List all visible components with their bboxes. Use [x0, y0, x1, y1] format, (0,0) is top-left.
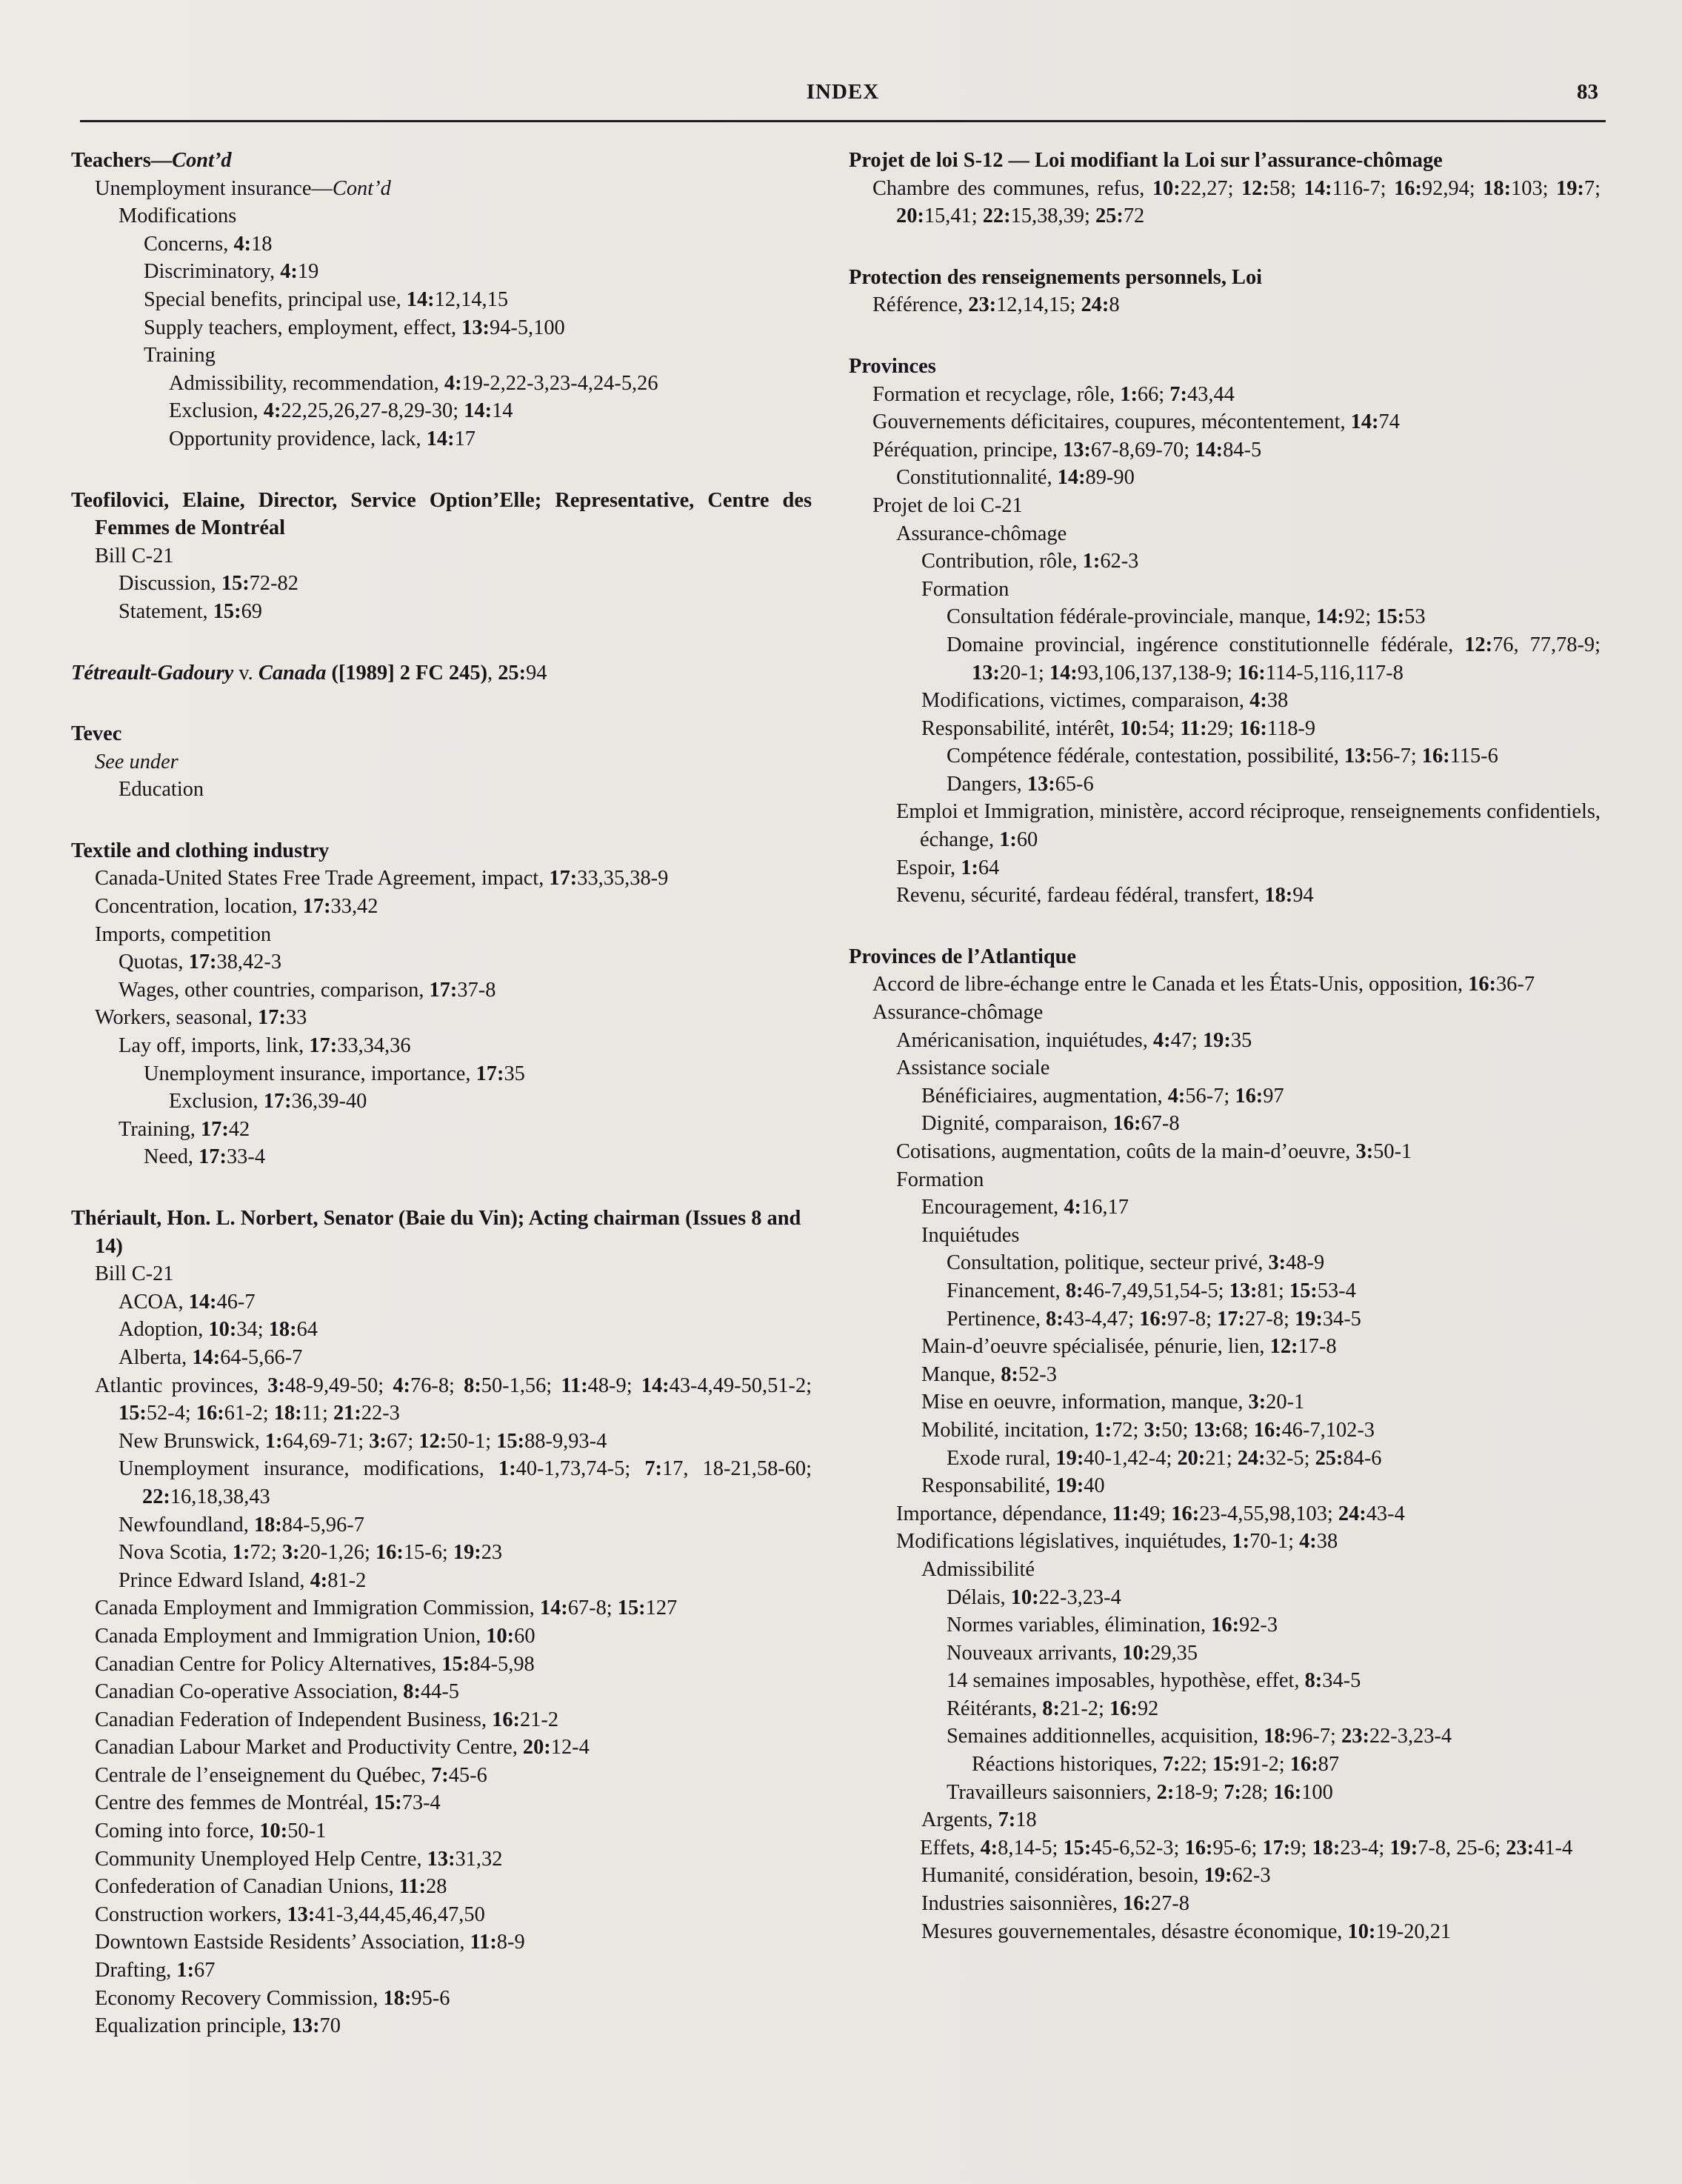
index-subentry: Réitérants, 8:21-2; 16:92 [947, 1697, 1159, 1720]
index-subentry: Mobilité, incitation, 1:72; 3:50; 13:68; 16:46-7,102-3 [921, 1418, 1375, 1442]
index-subentry: Importance, dépendance, 11:49; 16:23-4,55,98,103; 24:43-4 [896, 1502, 1405, 1525]
index-subentry: Canada Employment and Immigration Commission, 14:67-8; 15:127 [95, 1597, 678, 1620]
index-subentry: Formation [921, 577, 1009, 601]
index-subentry: Adoption, 10:34; 18:64 [119, 1318, 318, 1342]
index-subentry: Centrale de l’enseignement du Québec, 7:45-6 [95, 1763, 487, 1787]
index-subentry: Consultation, politique, secteur privé, 3:48-9 [947, 1251, 1325, 1275]
index-subentry: Exclusion, 4:22,25,26,27-8,29-30; 14:14 [169, 399, 513, 423]
index-subentry: Canada-United States Free Trade Agreement, impact, 17:33,35,38-9 [95, 867, 669, 890]
index-subentry: Prince Edward Island, 4:81-2 [119, 1568, 367, 1592]
index-heading: Textile and clothing industry [71, 839, 330, 862]
index-subentry: Economy Recovery Commission, 18:95-6 [95, 1986, 450, 2010]
index-subentry: Concerns, 4:18 [144, 232, 273, 256]
page-number: 83 [1577, 80, 1598, 104]
index-subentry: Revenu, sécurité, fardeau fédéral, transfert, 18:94 [896, 884, 1314, 908]
index-subentry: Compétence fédérale, contestation, possibilité, 13:56-7; 16:115-6 [947, 745, 1498, 768]
index-subentry: Lay off, imports, link, 17:33,34,36 [119, 1034, 411, 1058]
index-subentry: Equalization principle, 13:70 [95, 2014, 341, 2038]
index-subentry: Nouveaux arrivants, 10:29,35 [947, 1641, 1198, 1665]
page-title: INDEX [806, 80, 880, 104]
index-subentry: Dignité, comparaison, 16:67-8 [921, 1112, 1180, 1136]
index-subentry: Mesures gouvernementales, désastre économique, 10:19-20,21 [921, 1920, 1452, 1943]
index-subentry: Consultation fédérale-provinciale, manque, 14:92; 15:53 [947, 605, 1426, 629]
index-subentry: Nova Scotia, 1:72; 3:20-1,26; 16:15-6; 19:23 [119, 1541, 503, 1565]
index-subentry: Assurance-chômage [872, 1001, 1044, 1025]
index-subentry: Contribution, rôle, 1:62-3 [921, 550, 1139, 573]
index-subentry: Statement, 15:69 [119, 599, 262, 623]
index-subentry: Domaine provincial, ingérence constitutionnelle fédérale, 12:76, 77,78-9; 13:20-1; 14:93,106,137,138-9; 16:114-5,116,117-8 [947, 633, 1601, 685]
index-subentry: Unemployment insurance, modifications, 1:40-1,73,74-5; 7:17, 18-21,58-60; 22:16,18,38,43 [119, 1457, 812, 1508]
index-heading: Projet de loi S-12 — Loi modifiant la Loi sur l’assurance-chômage [849, 149, 1443, 172]
index-subentry: Admissibilité [921, 1557, 1035, 1581]
index-subentry: New Brunswick, 1:64,69-71; 3:67; 12:50-1; 15:88-9,93-4 [119, 1429, 607, 1453]
index-subentry: Péréquation, principe, 13:67-8,69-70; 14:84-5 [872, 438, 1262, 462]
index-subentry: Concentration, location, 17:33,42 [95, 895, 378, 919]
index-subentry: Unemployment insurance—Cont’d [95, 176, 391, 200]
index-subentry: Modifications, victimes, comparaison, 4:38 [921, 689, 1289, 713]
index-subentry: Assistance sociale [896, 1056, 1050, 1080]
index-heading: Thériault, Hon. L. Norbert, Senator (Baie du Vin); Acting chairman (Issues 8 and 14) [71, 1207, 801, 1258]
index-subentry: Education [119, 778, 204, 802]
index-subentry: Training [144, 344, 216, 367]
index-subentry: Effets, 4:8,14-5; 15:45-6,52-3; 16:95-6; 17:9; 18:23-4; 19:7-8, 25-6; 23:41-4 [920, 1836, 1573, 1860]
index-heading: Teachers—Cont’d [71, 149, 232, 172]
index-subentry: Réactions historiques, 7:22; 15:91-2; 16:87 [972, 1753, 1340, 1777]
index-subentry: Quotas, 17:38,42-3 [119, 950, 282, 974]
index-subentry: Référence, 23:12,14,15; 24:8 [872, 293, 1120, 317]
index-subentry: Special benefits, principal use, 14:12,14,15 [144, 287, 509, 311]
index-subentry: Canadian Centre for Policy Alternatives, 15:84-5,98 [95, 1652, 535, 1676]
index-subentry: Inquiétudes [921, 1223, 1020, 1247]
index-subentry: Responsabilité, intérêt, 10:54; 11:29; 16:118-9 [921, 716, 1316, 740]
index-subentry: Accord de libre-échange entre le Canada et les États-Unis, opposition, 16:36-7 [872, 973, 1535, 996]
index-subentry: Américanisation, inquiétudes, 4:47; 19:35 [896, 1028, 1252, 1052]
index-subentry: Cotisations, augmentation, coûts de la main-d’oeuvre, 3:50-1 [896, 1140, 1412, 1163]
index-subentry: Assurance-chômage [896, 522, 1067, 545]
index-subentry: Workers, seasonal, 17:33 [95, 1006, 307, 1030]
index-subentry: Modifications [119, 204, 237, 228]
index-subentry: 14 semaines imposables, hypothèse, effet, 8:34-5 [947, 1669, 1361, 1693]
index-subentry: Chambre des communes, refus, 10:22,27; 12:58; 14:116-7; 16:92,94; 18:103; 19:7; 20:15,41; 22:15,38,39; 25:72 [872, 176, 1601, 228]
index-subentry: Wages, other countries, comparison, 17:37-8 [119, 978, 496, 1002]
index-subentry: Emploi et Immigration, ministère, accord réciproque, renseignements confidentiels, échange, 1:60 [896, 800, 1601, 852]
index-subentry: Confederation of Canadian Unions, 11:28 [95, 1875, 447, 1899]
index-subentry: Mise en oeuvre, information, manque, 3:20-1 [921, 1391, 1305, 1414]
index-subentry: Humanité, considération, besoin, 19:62-3 [921, 1864, 1271, 1888]
index-subentry: Canadian Federation of Independent Business, 16:21-2 [95, 1708, 559, 1731]
index-subentry: Discussion, 15:72-82 [119, 572, 298, 596]
index-subentry: Tétreault-Gadoury v. Canada ([1989] 2 FC 245), 25:94 [71, 661, 547, 685]
index-subentry: Imports, competition [95, 922, 272, 946]
index-subentry: Downtown Eastside Residents’ Association, 11:8-9 [95, 1931, 525, 1954]
index-subentry: Canadian Labour Market and Productivity Centre, 20:12-4 [95, 1736, 590, 1759]
index-subentry: Centre des femmes de Montréal, 15:73-4 [95, 1791, 441, 1815]
entry-gap [849, 230, 1601, 264]
index-subentry: Semaines additionnelles, acquisition, 18:96-7; 23:22-3,23-4 [947, 1725, 1452, 1748]
index-subentry: Canadian Co-operative Association, 8:44-5 [95, 1680, 459, 1704]
entry-gap [71, 1171, 812, 1205]
index-subentry: Construction workers, 13:41-3,44,45,46,47,50 [95, 1902, 485, 1926]
entry-gap [71, 453, 812, 487]
index-subentry: Unemployment insurance, importance, 17:35 [144, 1062, 525, 1085]
index-subentry: Projet de loi C-21 [872, 493, 1023, 517]
index-heading: Protection des renseignements personnels, Loi [849, 265, 1263, 289]
index-subentry: Exode rural, 19:40-1,42-4; 20:21; 24:32-5; 25:84-6 [947, 1446, 1382, 1470]
index-subentry: Bill C-21 [95, 1262, 174, 1286]
index-subentry: Opportunity providence, lack, 14:17 [169, 427, 475, 450]
entry-gap [71, 626, 812, 659]
index-heading: Tevec [71, 722, 122, 746]
index-subentry: Main-d’oeuvre spécialisée, pénurie, lien, 12:17-8 [921, 1335, 1337, 1359]
index-subentry: Admissibility, recommendation, 4:19-2,22-3,23-4,24-5,26 [169, 371, 658, 395]
index-subentry: See under [95, 750, 178, 773]
entry-gap [849, 319, 1601, 353]
index-subentry: Alberta, 14:64-5,66-7 [119, 1345, 303, 1369]
index-subentry: Encouragement, 4:16,17 [921, 1196, 1129, 1219]
index-subentry: Newfoundland, 18:84-5,96-7 [119, 1513, 364, 1537]
index-heading: Teofilovici, Elaine, Director, Service Option’Elle; Representative, Centre des Femmes de Montréal [71, 488, 812, 540]
right-column [849, 147, 1601, 1945]
index-subentry: Discriminatory, 4:19 [144, 260, 319, 284]
index-subentry: Need, 17:33-4 [144, 1145, 266, 1169]
index-subentry: Modifications législatives, inquiétudes, 1:70-1; 4:38 [896, 1530, 1338, 1554]
index-subentry: Responsabilité, 19:40 [921, 1474, 1105, 1498]
index-subentry: ACOA, 14:46-7 [119, 1290, 256, 1314]
index-subentry: Formation [896, 1168, 984, 1191]
index-subentry: Travailleurs saisonniers, 2:18-9; 7:28; 16:100 [947, 1780, 1333, 1804]
index-subentry: Espoir, 1:64 [896, 856, 1000, 879]
index-subentry: Financement, 8:46-7,49,51,54-5; 13:81; 15:53-4 [947, 1279, 1356, 1302]
index-subentry: Community Unemployed Help Centre, 13:31,32 [95, 1847, 503, 1871]
entry-gap [849, 910, 1601, 943]
header-rule [80, 120, 1606, 122]
index-subentry: Bill C-21 [95, 544, 174, 567]
index-subentry: Coming into force, 10:50-1 [95, 1820, 327, 1843]
index-subentry: Dangers, 13:65-6 [947, 772, 1094, 796]
index-subentry: Normes variables, élimination, 16:92-3 [947, 1614, 1278, 1637]
index-heading: Provinces de l’Atlantique [849, 945, 1077, 968]
index-subentry: Gouvernements déficitaires, coupures, mécontentement, 14:74 [872, 410, 1400, 434]
index-subentry: Drafting, 1:67 [95, 1959, 216, 1982]
index-subentry: Exclusion, 17:36,39-40 [169, 1090, 367, 1113]
index-subentry: Industries saisonnières, 16:27-8 [921, 1892, 1189, 1916]
page-header [80, 80, 1606, 113]
index-subentry: Supply teachers, employment, effect, 13:94-5,100 [144, 316, 565, 339]
index-subentry: Délais, 10:22-3,23-4 [947, 1585, 1121, 1609]
index-subentry: Manque, 8:52-3 [921, 1362, 1057, 1386]
index-subentry: Argents, 7:18 [921, 1808, 1037, 1832]
entry-gap [71, 804, 812, 837]
index-subentry: Pertinence, 8:43-4,47; 16:97-8; 17:27-8; 19:34-5 [947, 1307, 1361, 1331]
entry-gap [71, 687, 812, 720]
index-subentry: Canada Employment and Immigration Union, 10:60 [95, 1624, 535, 1648]
index-subentry: Bénéficiaires, augmentation, 4:56-7; 16:97 [921, 1084, 1284, 1108]
index-subentry: Atlantic provinces, 3:48-9,49-50; 4:76-8; 8:50-1,56; 11:48-9; 14:43-4,49-50,51-2; 15:52-4; 16:61-2; 18:11; 21:22-3 [95, 1374, 812, 1425]
left-column [71, 147, 812, 2040]
index-heading: Provinces [849, 354, 936, 378]
index-subentry: Training, 17:42 [119, 1117, 250, 1141]
index-subentry: Formation et recyclage, rôle, 1:66; 7:43,44 [872, 382, 1235, 406]
index-subentry: Constitutionnalité, 14:89-90 [896, 466, 1135, 490]
